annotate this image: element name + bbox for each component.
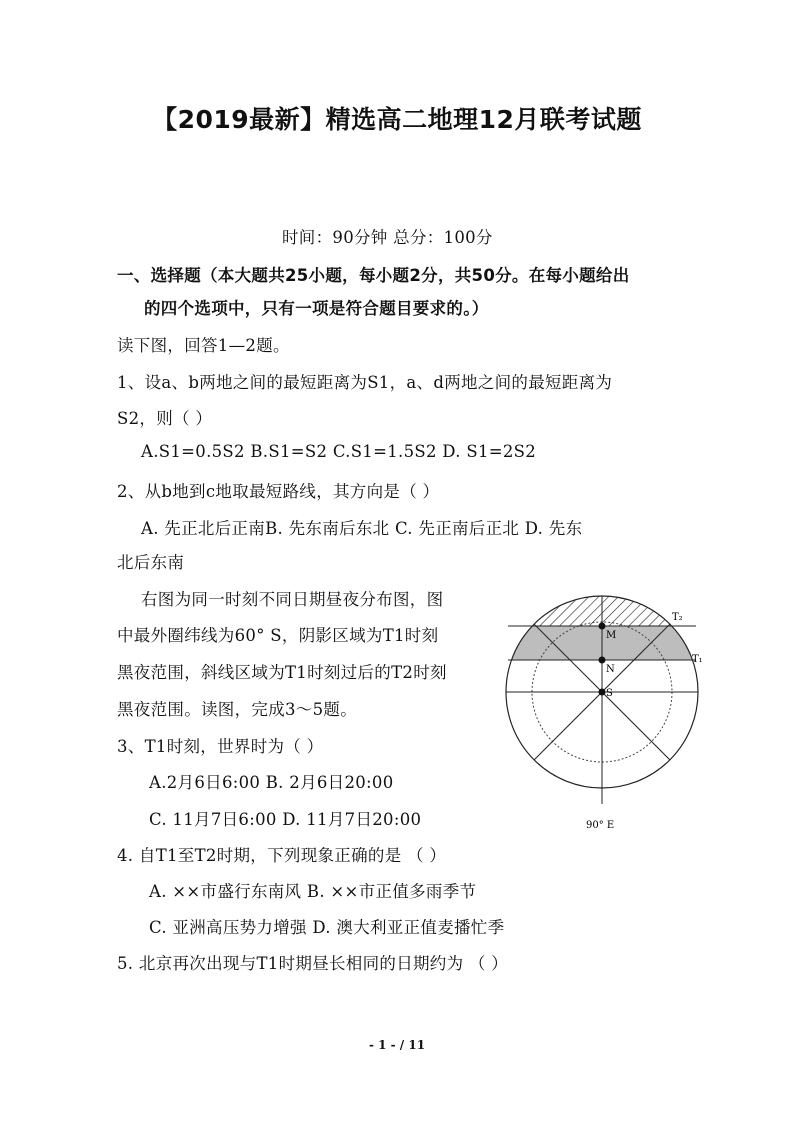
passage-line4: 黑夜范围。读图，完成3～5题。 xyxy=(117,700,357,719)
label-90e: 90° E xyxy=(586,820,615,831)
question-5-stem: 5. 北京再次出现与T1时期昼长相同的日期约为 （ ） xyxy=(117,954,509,973)
section-heading-line1: 一、选择题（本大题共25小题，每小题2分，共50分。在每小题给出 xyxy=(117,266,630,285)
point-n-marker xyxy=(599,657,606,664)
question-2-options-line1: A. 先正北后正南B. 先东南后东北 C. 先正南后正北 D. 先东 xyxy=(141,519,583,538)
intro-text: 读下图，回答1—2题。 xyxy=(117,336,290,355)
label-n: N xyxy=(606,664,615,675)
question-4-stem: 4. 自T1至T2时期，下列现象正确的是 （ ） xyxy=(117,846,447,865)
point-s-marker xyxy=(599,689,606,696)
passage-line2: 中最外圈纬线为60° S，阴影区域为T1时刻 xyxy=(117,626,439,645)
day-night-diagram xyxy=(494,592,714,832)
question-2-stem: 2、从b地到c地取最短路线，其方向是（ ） xyxy=(117,482,440,501)
passage-line3: 黑夜范围，斜线区域为T1时刻过后的T2时刻 xyxy=(117,663,447,682)
label-t2: T₂ xyxy=(672,612,683,623)
question-4-options-line2: C. 亚洲高压势力增强 D. 澳大利亚正值麦播忙季 xyxy=(149,918,505,937)
question-3-options-line1: A.2月6日6:00 B. 2月6日20:00 xyxy=(149,773,394,792)
page-footer: - 1 - / 11 xyxy=(368,1038,426,1052)
question-4-options-line1: A. ××市盛行东南风 B. ××市正值多雨季节 xyxy=(149,882,477,901)
question-3-stem: 3、T1时刻，世界时为（ ） xyxy=(117,737,324,756)
question-1-stem-line2: S2，则（ ） xyxy=(117,409,213,428)
question-3-options-line2: C. 11月7日6:00 D. 11月7日20:00 xyxy=(149,810,422,829)
question-1-stem-line1: 1、设a、b两地之间的最短距离为S1，a、d两地之间的最短距离为 xyxy=(117,373,613,392)
passage-line1: 右图为同一时刻不同日期昼夜分布图，图 xyxy=(141,590,444,609)
t1-night-shaded-area xyxy=(494,626,714,660)
label-t1: T₁ xyxy=(692,654,703,665)
section-heading-line2: 的四个选项中，只有一项是符合题目要求的。） xyxy=(144,299,489,318)
question-1-options: A.S1=0.5S2 B.S1=S2 C.S1=1.5S2 D. S1=2S2 xyxy=(141,442,537,461)
point-m-marker xyxy=(599,623,606,630)
page-title: 【2019最新】精选高二地理12月联考试题 xyxy=(152,105,642,134)
label-s: S xyxy=(606,688,613,699)
label-m: M xyxy=(606,630,617,641)
exam-info: 时间：90分钟 总分：100分 xyxy=(282,228,493,247)
question-2-options-line2: 北后东南 xyxy=(117,553,185,572)
